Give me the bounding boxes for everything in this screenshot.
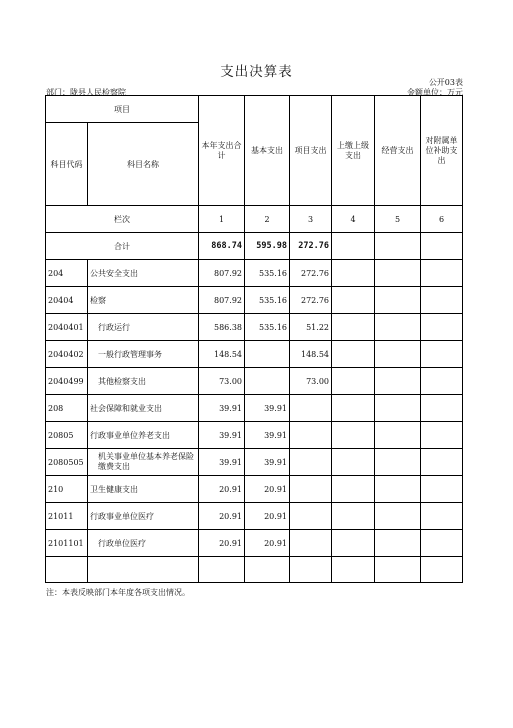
total-label: 合计 [46,233,199,260]
row-total: 20.91 [199,503,245,530]
subject-name: 卫生健康支出 [88,476,199,503]
row-total: 39.91 [199,395,245,422]
row-total: 807.92 [199,287,245,314]
column-number: 4 [332,206,375,233]
row-total: 148.54 [199,341,245,368]
table-row [46,368,463,395]
page-title: 支出决算表 [220,64,293,80]
row-basic: 20.91 [245,476,290,503]
row-total: 20.91 [199,476,245,503]
row-project: 272.76 [290,260,332,287]
subject-code: 20404 [46,287,88,314]
table-row [46,287,463,314]
column-number: 6 [421,206,463,233]
table-row [46,395,463,422]
header-upper: 上缴上级支出 [332,96,375,206]
subject-name: 检察 [88,287,199,314]
row-basic: 39.91 [245,449,290,476]
table-row [46,476,463,503]
row-project: 148.54 [290,341,332,368]
unit-label: 金额单位：万元 [407,88,463,97]
row-basic [245,368,290,395]
table-row [46,503,463,530]
header-basic: 基本支出 [245,96,290,206]
total-basic: 595.98 [245,233,290,260]
subject-code: 204 [46,260,88,287]
header-total: 本年支出合计 [199,96,245,206]
subject-code: 2040401 [46,314,88,341]
table-row [46,341,463,368]
total-row [46,233,463,260]
row-total: 586.38 [199,314,245,341]
row-basic: 20.91 [245,503,290,530]
subject-code: 2101101 [46,530,88,557]
subject-code: 2040402 [46,341,88,368]
row-project [290,422,332,449]
row-total: 39.91 [199,449,245,476]
column-number-row [46,206,463,233]
department-label: 部门：陇县人民检察院 [46,88,126,97]
subject-name: 行政事业单位养老支出 [88,422,199,449]
row-project: 272.76 [290,287,332,314]
total-project: 272.76 [290,233,332,260]
subject-code: 210 [46,476,88,503]
row-basic: 535.16 [245,260,290,287]
total-amount: 868.74 [199,233,245,260]
row-project [290,476,332,503]
subject-name: 机关事业单位基本养老保险缴费支出 [88,449,199,476]
header-item: 项目 [46,96,199,123]
column-number: 5 [375,206,421,233]
table-row [46,422,463,449]
header-subject-name: 科目名称 [88,123,199,206]
row-project [290,503,332,530]
subject-name: 行政单位医疗 [88,530,199,557]
header-subsidy: 对附属单位补助支出 [421,96,463,206]
expenditure-table [45,95,463,583]
row-total: 20.91 [199,530,245,557]
subject-name: 社会保障和就业支出 [88,395,199,422]
subject-name: 其他检察支出 [88,368,199,395]
header-subject-code: 科目代码 [46,123,88,206]
empty-row [46,557,463,583]
column-number: 3 [290,206,332,233]
subject-name: 行政运行 [88,314,199,341]
subject-code: 208 [46,395,88,422]
header-project: 项目支出 [290,96,332,206]
table-row [46,314,463,341]
row-total: 73.00 [199,368,245,395]
row-basic: 535.16 [245,287,290,314]
subject-code: 2080505 [46,449,88,476]
row-basic: 39.91 [245,422,290,449]
column-number: 1 [199,206,245,233]
row-total: 39.91 [199,422,245,449]
subject-code: 2040499 [46,368,88,395]
subject-name: 公共安全支出 [88,260,199,287]
row-basic: 535.16 [245,314,290,341]
subject-code: 21011 [46,503,88,530]
table-row [46,530,463,557]
column-number: 2 [245,206,290,233]
row-project [290,395,332,422]
row-project: 73.00 [290,368,332,395]
row-total: 807.92 [199,260,245,287]
row-project [290,449,332,476]
footnote: 注：本表反映部门本年度各项支出情况。 [46,588,190,597]
row-project [290,530,332,557]
subject-name: 行政事业单位医疗 [88,503,199,530]
row-basic: 20.91 [245,530,290,557]
table-row [46,449,463,476]
form-number: 公开03表 [428,78,463,87]
row-basic: 39.91 [245,395,290,422]
column-number-label: 栏次 [46,206,199,233]
table-row [46,260,463,287]
header-operating: 经营支出 [375,96,421,206]
subject-name: 一般行政管理事务 [88,341,199,368]
row-basic [245,341,290,368]
subject-code: 20805 [46,422,88,449]
row-project: 51.22 [290,314,332,341]
